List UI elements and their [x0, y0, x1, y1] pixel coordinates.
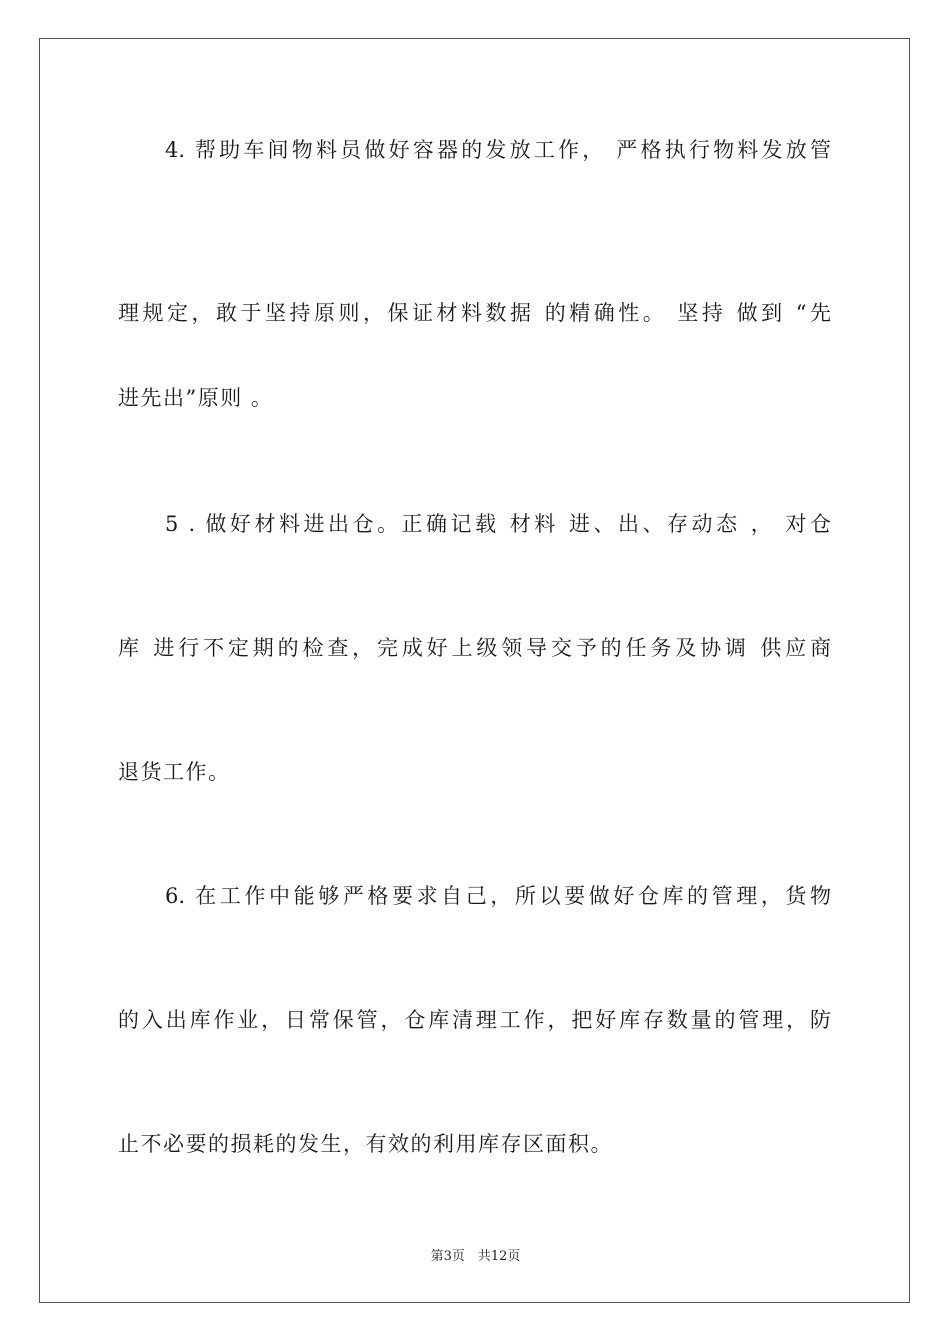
paragraph-4-line-2: 理规定，敢于坚持原则，保证材料数据 的精确性。 坚持 做到 “先 — [118, 301, 831, 325]
paragraph-6-line-2: 的入出库作业，日常保管，仓库清理工作，把好库存数量的管理，防 — [118, 1008, 831, 1032]
paragraph-6-line-1: 6. 在工作中能够严格要求自己，所以要做好仓库的管理，货物 — [165, 884, 831, 908]
paragraph-4-line-1: 4. 帮助车间物料员做好容器的发放工作， 严格执行物料发放管 — [165, 138, 831, 162]
paragraph-4-line-3: 进先出”原则 。 — [118, 386, 274, 410]
paragraph-6-line-3: 止不必要的损耗的发生，有效的利用库存区面积。 — [118, 1132, 613, 1156]
page-frame — [39, 38, 910, 1303]
page-number-footer: 第3页 共12页 — [430, 1249, 521, 1264]
paragraph-5-line-3: 退货工作。 — [118, 760, 231, 784]
paragraph-5-line-2: 库 进行不定期的检查，完成好上级领导交予的任务及协调 供应商 — [118, 636, 831, 660]
paragraph-5-line-1: 5 . 做好材料进出仓。正确记载 材料 进、出、存动态 ， 对仓 — [165, 512, 831, 536]
